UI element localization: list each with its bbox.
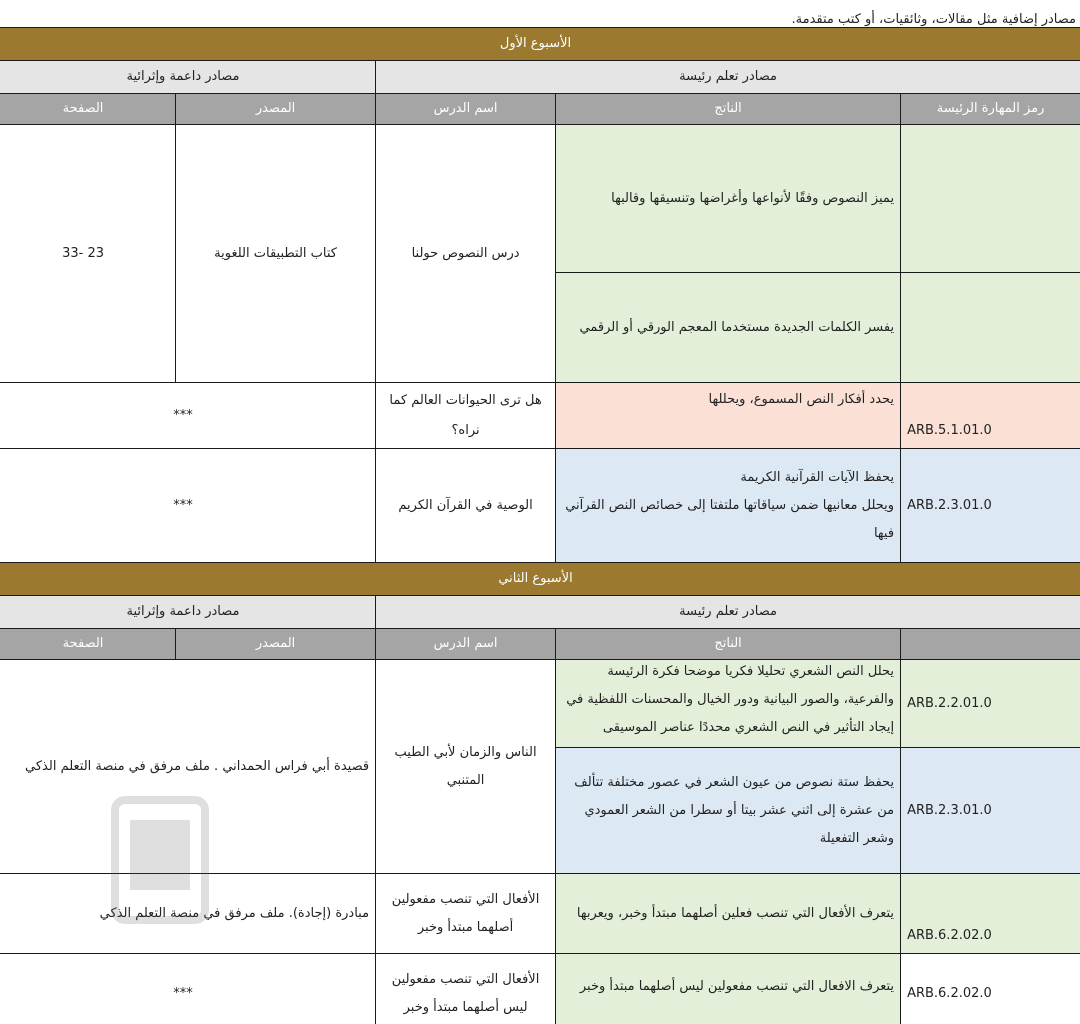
skill-code: ARB.5.1.01.0 [901, 383, 1080, 449]
col-page-header: الصفحة [0, 94, 176, 125]
table-row [0, 660, 1080, 748]
table-row [0, 449, 1080, 563]
table-row [0, 383, 1080, 449]
outcome: يفسر الكلمات الجديدة مستخدما المعجم الورقي أو الرقمي [556, 273, 901, 383]
support-resource: *** [0, 449, 376, 563]
col-lesson-header: اسم الدرس [376, 629, 556, 660]
outcome: يتعرف الأفعال التي تنصب فعلين أصلهما مبتدأ وخبر، ويعربها [556, 874, 901, 954]
week2-columns-row [0, 629, 1080, 660]
col-outcome-header: الناتج [556, 629, 901, 660]
main-resources-header: مصادر تعلم رئيسة [376, 61, 1080, 94]
skill-code: ARB.6.2.02.0 [901, 874, 1080, 954]
col-page-header: الصفحة [0, 629, 176, 660]
outcome-line2: ويحلل معانيها ضمن سياقاتها ملتفتا إلى خصائص النص القرآني فيها [565, 497, 895, 541]
top-note-line1 [376, 0, 1076, 11]
outcome [556, 660, 901, 748]
skill-code: ARB.2.3.01.0 [901, 449, 1080, 563]
col-code-header: رمز المهارة الرئيسة [901, 94, 1080, 125]
skill-code: ARB.2.3.01.0 [901, 748, 1080, 874]
week1-title: الأسبوع الأول [0, 28, 1080, 61]
lesson-name: هل ترى الحيوانات العالم كما نراه؟ [376, 383, 556, 449]
outcome-line1: يحفظ الآيات القرآنية الكريمة [740, 469, 895, 485]
lesson-name: الأفعال التي تنصب مفعولين ليس أصلهما مبتدأ وخبر [376, 954, 556, 1024]
lesson-name: الناس والزمان لأبي الطيب المتنبي [376, 660, 556, 874]
lesson-name: الأفعال التي تنصب مفعولين أصلهما مبتدأ وخبر [376, 874, 556, 954]
support-resource: قصيدة أبي فراس الحمداني . ملف مرفق في منصة التعلم الذكي [0, 660, 376, 874]
outcome-text: يحلل النص الشعري تحليلا فكريا موضحا فكرة الرئيسة والفرعية، والصور البيانية ودور الخيال والمحسنات اللفظية في إيجاد التأثير في النص الشعري محددًا عناصر الموسيقى [566, 663, 895, 735]
support-resources-header: مصادر داعمة وإثرائية [0, 596, 376, 629]
week2-group-row [0, 596, 1080, 629]
week1-title-row [0, 28, 1080, 61]
outcome: يميز النصوص وفقًا لأنواعها وأغراضها وتنسيقها وقالبها [556, 125, 901, 273]
top-note-line2: مصادر إضافية مثل مقالات، وثائقيات، أو كتب متقدمة. [791, 12, 1076, 27]
week2-title: الأسبوع الثاني [0, 563, 1080, 596]
col-code-header [901, 629, 1080, 660]
support-resources-header: مصادر داعمة وإثرائية [0, 61, 376, 94]
support-resource: *** [0, 954, 376, 1024]
week1-columns-row [0, 94, 1080, 125]
outcome [556, 449, 901, 563]
skill-code: ARB.6.2.02.0 [901, 954, 1080, 1024]
outcome: يحدد أفكار النص المسموع، ويحللها [556, 383, 901, 449]
table-row [0, 874, 1080, 954]
main-resources-header: مصادر تعلم رئيسة [376, 596, 1080, 629]
col-source-header: المصدر [176, 629, 376, 660]
table-row [0, 954, 1080, 1024]
skill-code [901, 125, 1080, 273]
source: كتاب التطبيقات اللغوية [176, 125, 376, 383]
lesson-name: درس النصوص حولنا [376, 125, 556, 383]
skill-code: ARB.2.2.01.0 [901, 660, 1080, 748]
table-row [0, 125, 1080, 273]
support-resource: *** [0, 383, 376, 449]
top-note [376, 0, 1076, 28]
week2-title-row [0, 563, 1080, 596]
col-lesson-header: اسم الدرس [376, 94, 556, 125]
skill-code [901, 273, 1080, 383]
week1-group-row [0, 61, 1080, 94]
outcome: يتعرف الافعال التي تنصب مفعولين ليس أصلهما مبتدأ وخبر [556, 954, 901, 1024]
curriculum-table [0, 27, 1080, 1024]
col-source-header: المصدر [176, 94, 376, 125]
lesson-name: الوصية في القرآن الكريم [376, 449, 556, 563]
outcome: يحفظ ستة نصوص من عيون الشعر في عصور مختلفة تتألف من عشرة إلى اثني عشر بيتا أو سطرا من الشعر العمودي وشعر التفعيلة [556, 748, 901, 874]
support-resource: مبادرة (إجادة). ملف مرفق في منصة التعلم الذكي [0, 874, 376, 954]
col-outcome-header: الناتج [556, 94, 901, 125]
page-range: 23 -33 [0, 125, 176, 383]
